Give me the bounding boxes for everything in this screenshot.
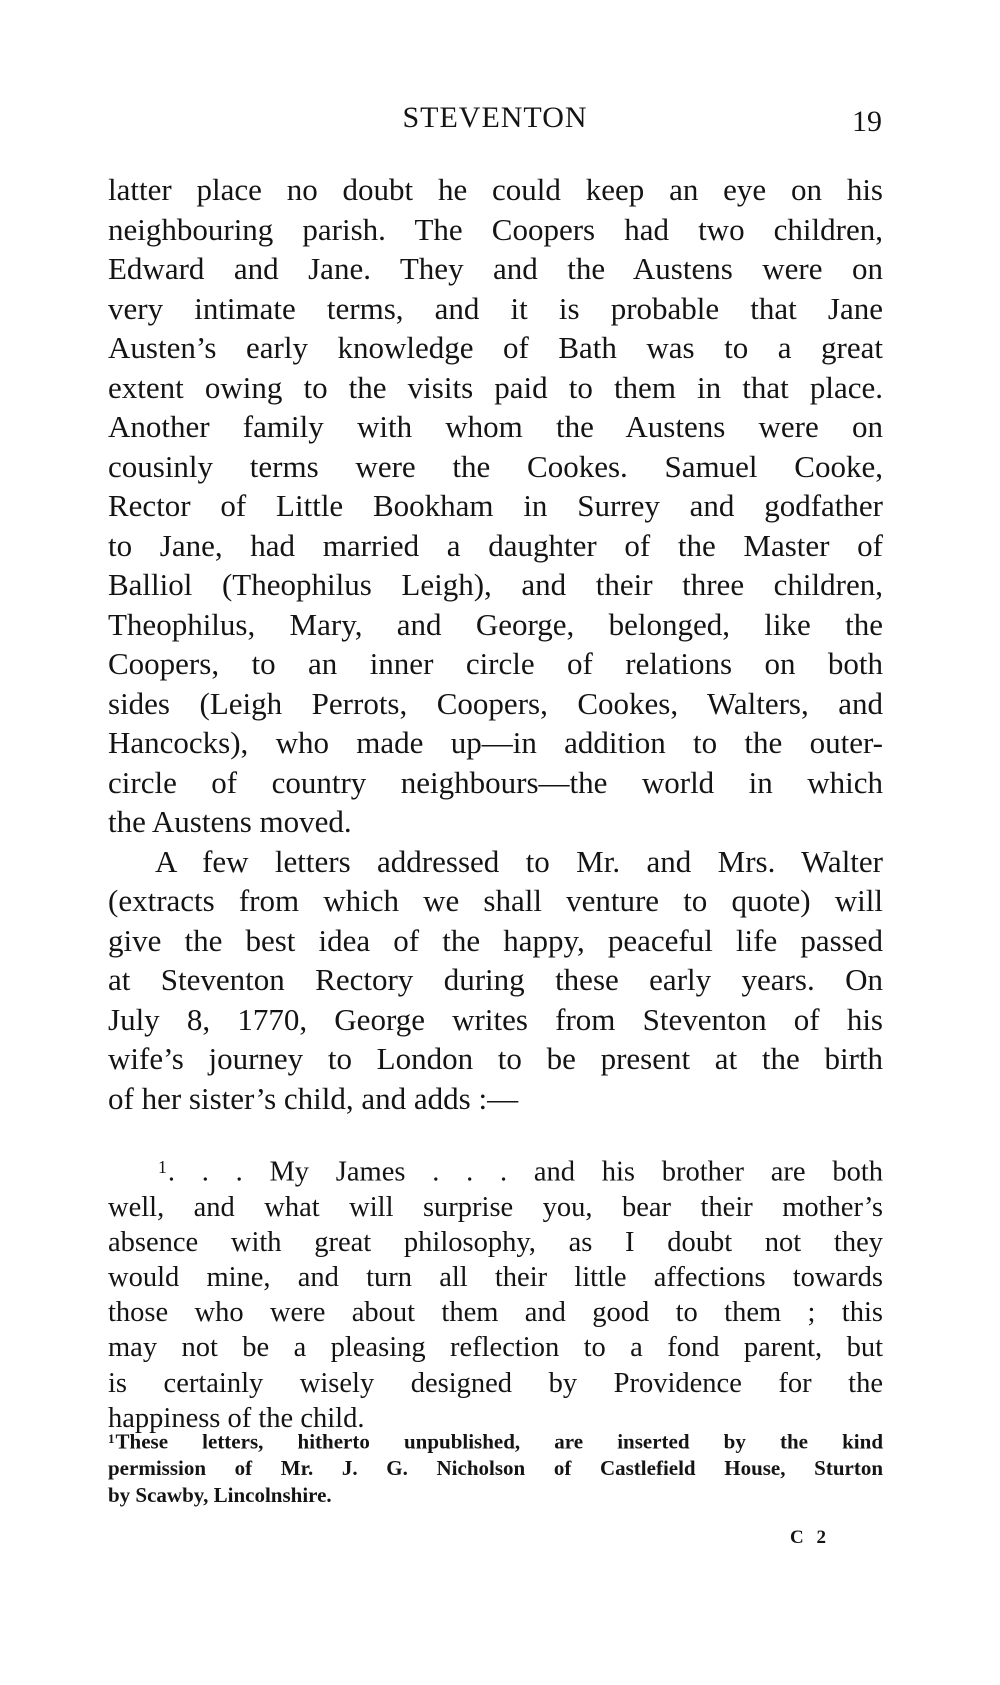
quote-line: well, and what will surprise you, bear their mother’s <box>108 1191 883 1223</box>
body-line: circle of country neighbours—the world in which <box>108 764 883 800</box>
quote-first-line: . . . My James . . . and his brother are both <box>167 1156 883 1188</box>
quote-line: happiness of the child. <box>108 1402 365 1434</box>
body-line: very intimate terms, and it is probable that Jane <box>108 290 883 326</box>
body-line: Theophilus, Mary, and George, belonged, like the <box>108 606 883 642</box>
body-line: Edward and Jane. They and the Austens were on <box>108 251 883 286</box>
running-title: STEVENTON <box>402 101 588 134</box>
body-line: A few letters addressed to Mr. and Mrs. Walter <box>155 843 883 879</box>
body-line: of her sister’s child, and adds :— <box>108 1080 519 1116</box>
footnote-marker: 1 <box>158 1157 167 1177</box>
footnote-line: by Scawby, Lincolnshire. <box>108 1483 332 1508</box>
quote-line: absence with great philosophy, as I doubt not they <box>108 1226 883 1258</box>
quote-line: those who were about them and good to them ; this <box>108 1297 883 1329</box>
quote-line: may not be a pleasing reflection to a fond parent, but <box>108 1332 883 1364</box>
body-line: give the best idea of the happy, peaceful life passed <box>108 922 883 958</box>
footnote <box>108 1425 883 1509</box>
body-line: Rector of Little Bookham in Surrey and godfather <box>108 488 883 523</box>
quote-line <box>108 1150 883 1190</box>
body-line: (extracts from which we shall venture to quote) will <box>108 883 883 918</box>
footnote-line <box>108 1425 883 1455</box>
footnote-line: permission of Mr. J. G. Nicholson of Castlefield House, Sturton <box>108 1456 883 1481</box>
body-text <box>108 170 883 1118</box>
quote-line: is certainly wisely designed by Providence for the <box>108 1367 883 1399</box>
page-number: 19 <box>852 105 882 138</box>
body-line: neighbouring parish. The Coopers had two children, <box>108 211 883 247</box>
body-line: at Steventon Rectory during these early years. On <box>108 962 883 997</box>
body-line: July 8, 1770, George writes from Steventon of his <box>108 1001 883 1037</box>
footnote-first-line: These letters, hitherto unpublished, are inserted by the kind <box>115 1429 883 1454</box>
running-head <box>108 98 882 138</box>
body-line: sides (Leigh Perrots, Coopers, Cookes, Walters, and <box>108 685 883 721</box>
body-line: Another family with whom the Austens were on <box>108 409 883 444</box>
body-line: wife’s journey to London to be present at the birth <box>108 1041 883 1076</box>
body-line: Balliol (Theophilus Leigh), and their three children, <box>108 567 883 602</box>
footnote-number: 1 <box>108 1431 115 1446</box>
body-line: Austen’s early knowledge of Bath was to a great <box>108 330 883 365</box>
body-line: cousinly terms were the Cookes. Samuel Cooke, <box>108 448 883 484</box>
body-line: the Austens moved. <box>108 804 352 839</box>
body-line: extent owing to the visits paid to them in that place. <box>108 369 883 405</box>
body-line: Coopers, to an inner circle of relations on both <box>108 646 883 681</box>
letter-quote <box>108 1150 883 1436</box>
quote-line: would mine, and turn all their little affections towards <box>108 1262 883 1294</box>
body-line: to Jane, had married a daughter of the Master of <box>108 527 883 563</box>
body-line: Hancocks), who made up—in addition to the outer- <box>108 725 883 760</box>
body-line: latter place no doubt he could keep an eye on his <box>108 172 883 207</box>
signature-mark: C 2 <box>790 1527 830 1548</box>
